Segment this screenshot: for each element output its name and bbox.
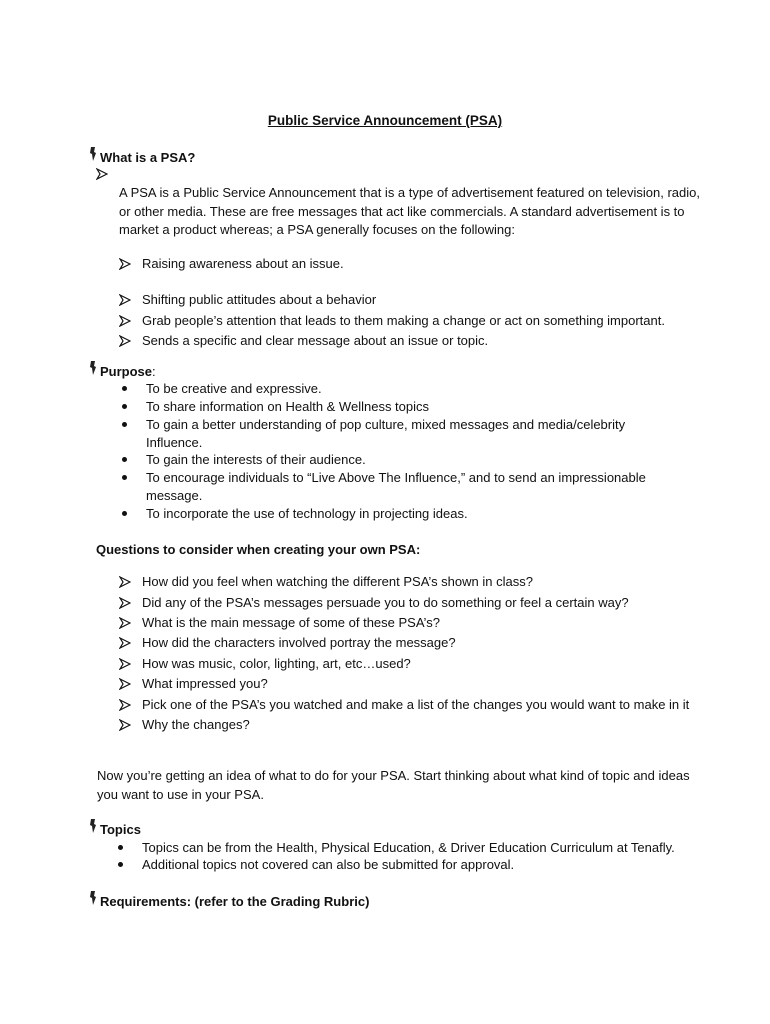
arrowhead-bullet-icon bbox=[119, 678, 131, 690]
list-item: Shifting public attitudes about a behavior bbox=[142, 292, 377, 307]
arrowhead-bullet-icon bbox=[119, 315, 131, 327]
list-item: Topics can be from the Health, Physical Education, & Driver Education Curriculum at Tenafly. bbox=[142, 840, 675, 855]
round-bullet-icon bbox=[122, 511, 127, 516]
list-item-continuation: message. bbox=[146, 488, 203, 503]
purpose-heading-colon: : bbox=[152, 364, 156, 379]
arrowhead-bullet-icon bbox=[119, 294, 131, 306]
list-item: How did you feel when watching the different PSA’s shown in class? bbox=[142, 574, 533, 589]
list-item: Raising awareness about an issue. bbox=[142, 256, 344, 271]
arrowhead-bullet-icon bbox=[119, 335, 131, 347]
list-item: Pick one of the PSA’s you watched and make a list of the changes you would want to make in it bbox=[142, 697, 690, 712]
topics-heading: Topics bbox=[100, 822, 141, 837]
list-item: Grab people’s attention that leads to them making a change or act on something important. bbox=[142, 313, 665, 328]
paragraph-line: or other media. These are free messages that act like commercials. A standard advertisement is to bbox=[119, 203, 685, 219]
list-item: What impressed you? bbox=[142, 676, 268, 691]
arrowhead-bullet-icon bbox=[119, 719, 131, 731]
list-item: How did the characters involved portray the message? bbox=[142, 635, 456, 650]
list-item: To encourage individuals to “Live Above The Influence,” and to send an impressionable bbox=[146, 470, 646, 485]
list-item: To share information on Health & Wellness topics bbox=[146, 399, 430, 414]
round-bullet-icon bbox=[122, 404, 127, 409]
list-item: To gain the interests of their audience. bbox=[146, 452, 366, 467]
arrowhead-bullet-icon bbox=[119, 637, 131, 649]
arrowhead-bullet-icon bbox=[119, 658, 131, 670]
arrowhead-bullet-icon bbox=[96, 168, 108, 180]
pushpin-icon bbox=[88, 360, 98, 376]
paragraph-line: Now you’re getting an idea of what to do for your PSA. Start thinking about what kind of topic and ideas bbox=[97, 768, 690, 783]
round-bullet-icon bbox=[122, 475, 127, 480]
arrowhead-bullet-icon bbox=[119, 699, 131, 711]
round-bullet-icon bbox=[118, 845, 123, 850]
arrowhead-bullet-icon bbox=[119, 597, 131, 609]
list-item: How was music, color, lighting, art, etc…used? bbox=[142, 656, 411, 671]
round-bullet-icon bbox=[118, 862, 123, 867]
closing-paragraph bbox=[97, 767, 690, 804]
list-item: To be creative and expressive. bbox=[146, 381, 322, 396]
round-bullet-icon bbox=[122, 457, 127, 462]
list-item: Did any of the PSA’s messages persuade you to do something or feel a certain way? bbox=[142, 595, 629, 610]
round-bullet-icon bbox=[122, 422, 127, 427]
list-item: To incorporate the use of technology in projecting ideas. bbox=[146, 506, 468, 521]
page-title: Public Service Announcement (PSA) bbox=[267, 113, 503, 128]
pushpin-icon bbox=[88, 818, 98, 834]
round-bullet-icon bbox=[122, 386, 127, 391]
list-item: Additional topics not covered can also be submitted for approval. bbox=[142, 857, 515, 872]
what-heading: What is a PSA? bbox=[100, 150, 196, 165]
list-item: Why the changes? bbox=[142, 717, 250, 732]
list-item: Sends a specific and clear message about an issue or topic. bbox=[142, 333, 489, 348]
what-paragraph bbox=[119, 184, 700, 240]
pushpin-icon bbox=[88, 146, 98, 162]
questions-heading: Questions to consider when creating your own PSA: bbox=[96, 542, 421, 557]
arrowhead-bullet-icon bbox=[119, 258, 131, 270]
list-item-continuation: Influence. bbox=[146, 435, 203, 450]
list-item: What is the main message of some of these PSA’s? bbox=[142, 615, 440, 630]
paragraph-line: market a product whereas; a PSA generally focuses on the following: bbox=[119, 222, 515, 237]
list-item: To gain a better understanding of pop culture, mixed messages and media/celebrity bbox=[146, 417, 626, 432]
paragraph-line: you want to use in your PSA. bbox=[97, 786, 264, 802]
requirements-heading: Requirements: (refer to the Grading Rubric) bbox=[100, 894, 370, 909]
pushpin-icon bbox=[88, 890, 98, 906]
arrowhead-bullet-icon bbox=[119, 576, 131, 588]
arrowhead-bullet-icon bbox=[119, 617, 131, 629]
paragraph-line: A PSA is a Public Service Announcement that is a type of advertisement featured on television, radio, bbox=[119, 185, 701, 200]
purpose-heading: Purpose bbox=[100, 364, 153, 379]
purpose-heading-line bbox=[100, 363, 156, 381]
